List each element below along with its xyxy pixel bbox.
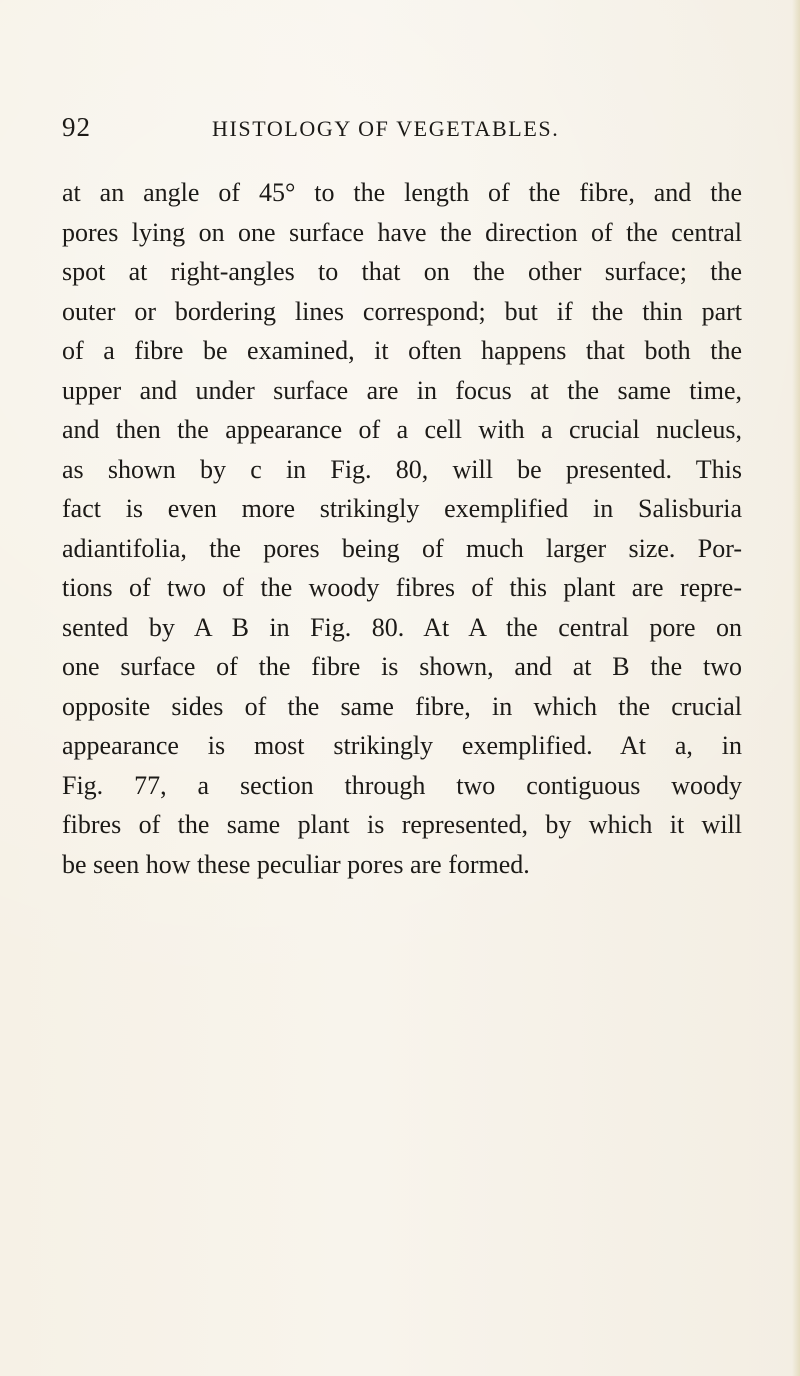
text-line: at an angle of 45° to the length of the fibre, and the (62, 178, 742, 207)
text-line: adiantifolia, the pores being of much larger size. Por- (62, 533, 742, 563)
body-text (62, 173, 742, 884)
page-number: 92 (62, 112, 91, 142)
page-header (62, 112, 742, 146)
text-line: fibres of the same plant is represented, by which it will (62, 810, 742, 839)
page-edge (792, 0, 800, 1376)
text-line: fact is even more strikingly exemplified in Salisburia (62, 494, 742, 523)
text-line: pores lying on one surface have the direction of the central (62, 217, 742, 247)
text-line: opposite sides of the same fibre, in which the crucial (62, 691, 742, 721)
text-line: appearance is most strikingly exemplified. At a, in (62, 731, 742, 760)
text-line: one surface of the fibre is shown, and at B the two (62, 652, 742, 681)
text-line: spot at right-angles to that on the other surface; the (62, 257, 742, 286)
text-line: upper and under surface are in focus at the same time, (62, 375, 742, 405)
text-line: sented by A B in Fig. 80. At A the central pore on (62, 612, 742, 642)
text-line: of a fibre be examined, it often happens that both the (62, 336, 742, 365)
text-line: Fig. 77, a section through two contiguous woody (62, 770, 742, 800)
text-line: as shown by c in Fig. 80, will be presented. This (62, 454, 742, 484)
text-line: outer or bordering lines correspond; but if the thin part (62, 296, 742, 326)
running-title: HISTOLOGY OF VEGETABLES. (212, 116, 560, 141)
text-line: tions of two of the woody fibres of this plant are repre- (62, 573, 742, 602)
text-line: and then the appearance of a cell with a crucial nucleus, (62, 415, 742, 444)
text-line: be seen how these peculiar pores are formed. (62, 849, 530, 879)
